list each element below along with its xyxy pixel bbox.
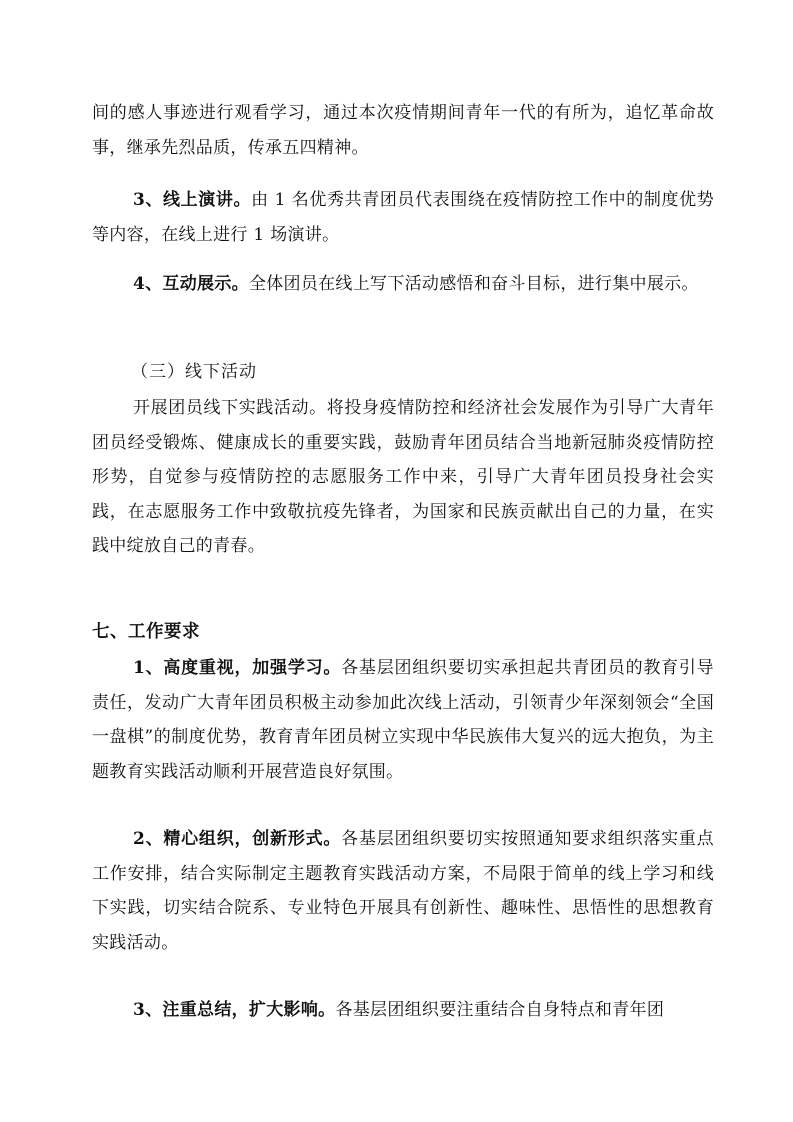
req-2-body: 各基层团组织要切实按照通知要求组织落实重点工作安排，结合实际制定主题教育实践活动方案，不局限于简单的线上学习和线下实践，切实结合院系、专业特色开展具有创新性、趣味性、思悟性的思想教育实践活动。 xyxy=(92,829,714,953)
item-3-body: 由 1 名优秀共青团员代表围绕在疫情防控工作中的制度优势等内容，在线上进行 1 场演讲。 xyxy=(92,190,714,245)
paragraph-item-3 xyxy=(92,183,714,252)
section-heading: 七、工作要求 xyxy=(92,622,200,642)
req-2-lead: 2、精心组织，创新形式。 xyxy=(133,829,342,849)
paragraph-requirement-1 xyxy=(92,651,714,789)
req-3-body: 各基层团组织要注重结合自身特点和青年团 xyxy=(335,1000,665,1020)
paragraph-requirement-3 xyxy=(92,993,714,1028)
paragraph-requirement-2 xyxy=(92,822,714,960)
req-1-lead: 1、高度重视，加强学习。 xyxy=(133,658,342,678)
req-1-body: 各基层团组织要切实承担起共青团员的教育引导责任，发动广大青年团员积极主动参加此次线上活动，引领青少年深刻领会“全国一盘棋”的制度优势，教育青年团员树立实现中华民族伟大复兴的远大抱负，为主题教育实践活动顺利开展营造良好氛围。 xyxy=(92,658,714,782)
item-4-body: 全体团员在线上写下活动感悟和奋斗目标，进行集中展示。 xyxy=(248,274,699,294)
item-3-lead: 3、线上演讲。 xyxy=(133,190,252,210)
paragraph-offline xyxy=(92,391,714,564)
subheading-offline: （三）线下活动 xyxy=(131,362,257,382)
item-4-lead: 4、互动展示。 xyxy=(133,274,249,294)
req-3-lead: 3、注重总结，扩大影响。 xyxy=(133,1000,336,1020)
offline-body: 开展团员线下实践活动。将投身疫情防控和经济社会发展作为引导广大青年团员经受锻炼、健康成长的重要实践，鼓励青年团员结合当地新冠肺炎疫情防控形势，自觉参与疫情防控的志愿服务工作中来，引导广大青年团员投身社会实践，在志愿服务工作中致敬抗疫先锋者，为国家和民族贡献出自己的力量，在实践中绽放自己的青春。 xyxy=(92,398,714,556)
paragraph-body: 间的感人事迹进行观看学习，通过本次疫情期间青年一代的有所为，追忆革命故事，继承先烈品质，传承五四精神。 xyxy=(92,103,714,158)
paragraph-item-4 xyxy=(92,267,714,302)
paragraph-continued xyxy=(92,96,714,165)
